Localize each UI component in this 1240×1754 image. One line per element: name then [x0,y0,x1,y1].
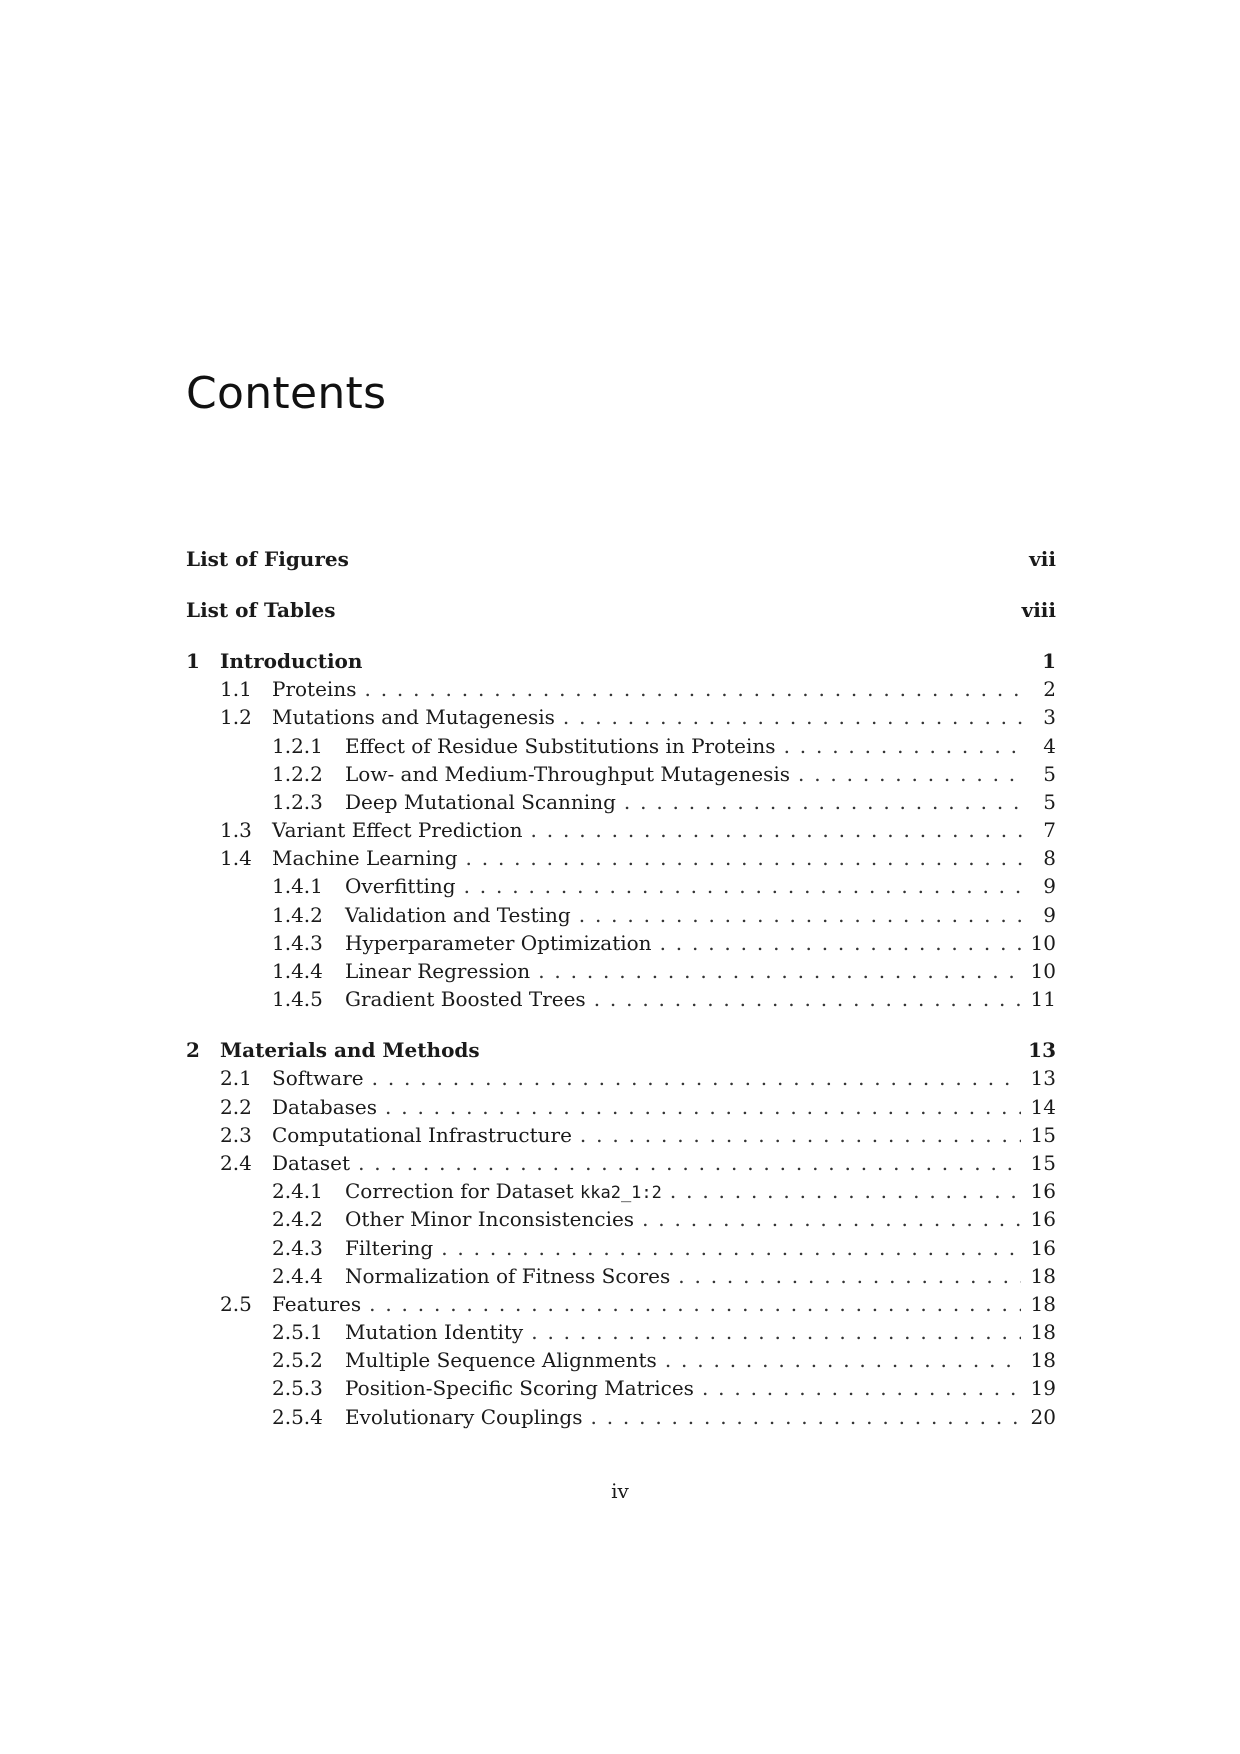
toc-entry-page: 10 [1030,959,1056,984]
toc-entry[interactable] [186,760,1056,788]
toc-entry-title-text: Filtering [345,1235,434,1260]
toc-entry-page: viii [1021,597,1056,622]
toc-entry-number: 1.4 [220,846,252,871]
toc-entry-title [272,1149,350,1177]
toc-entry-title-text: Gradient Boosted Trees [345,987,586,1012]
dot-leader [579,901,1022,929]
toc-entry-number: 2.3 [220,1122,252,1147]
toc-entry[interactable] [186,1290,1056,1318]
toc-entry-title-text: Evolutionary Couplings [345,1404,583,1429]
toc-entry-page: 10 [1030,930,1056,955]
toc-entry-page: vii [1029,547,1056,571]
toc-entry[interactable] [186,872,1056,900]
toc-entry[interactable] [186,596,1056,624]
page-number: iv [611,1479,629,1503]
dot-leader [538,957,1020,985]
toc-entry-number: 2.4.1 [272,1179,323,1204]
dot-leader [798,760,1022,788]
toc-entry-number: 2.4 [220,1150,252,1175]
toc-entry-number: 2.5.3 [272,1376,323,1401]
toc-entry-number: 1.2.1 [272,733,323,758]
toc-entry-title [345,985,586,1013]
table-of-contents [186,545,1056,1431]
toc-entry[interactable] [186,1234,1056,1262]
toc-entry[interactable] [186,1205,1056,1233]
toc-entry-page: 9 [1043,902,1056,927]
toc-entry-title [220,647,362,675]
toc-entry-title-text: Linear Regression [345,959,531,984]
toc-entry-title [345,760,790,788]
toc-entry-title-text: Machine Learning [272,846,458,871]
toc-entry-title-text: Normalization of Fitness Scores [345,1263,671,1288]
toc-entry-number: 2.1 [220,1066,252,1091]
toc-entry-title-text: Position-Specific Scoring Matrices [345,1376,694,1401]
toc-entry-title [345,1374,694,1402]
toc-entry-number: 1.4.4 [272,959,323,984]
toc-entry[interactable] [186,985,1056,1013]
toc-entry-title [272,675,356,703]
toc-entry[interactable] [186,1346,1056,1374]
toc-entry[interactable] [186,1318,1056,1346]
toc-entry-title [345,872,456,900]
toc-entry-title-text: Validation and Testing [345,902,571,927]
toc-entry-title-text: Introduction [220,648,363,673]
toc-entry-title-text: List of Tables [186,597,336,622]
toc-entry-page: 11 [1030,987,1056,1012]
dot-leader [364,675,1022,703]
toc-entry-page: 16 [1030,1179,1056,1204]
dot-leader [385,1093,1021,1121]
toc-entry-title [345,1403,582,1431]
toc-entry-number: 1.4.5 [272,987,323,1012]
toc-entry-title-text: Dataset [272,1150,351,1175]
toc-entry-title [272,1290,361,1318]
toc-entry-title [272,1093,377,1121]
toc-entry[interactable] [186,816,1056,844]
toc-entry[interactable] [186,703,1056,731]
dot-leader [372,1064,1021,1092]
toc-entry-title-text: Software [272,1066,364,1091]
toc-entry[interactable] [186,1036,1056,1064]
toc-entry-page: 13 [1030,1066,1056,1091]
toc-entry-number: 1.2 [220,705,252,730]
toc-entry-title-text: Deep Mutational Scanning [345,789,616,814]
toc-entry-number: 1.2.2 [272,761,323,786]
toc-entry-title [345,929,652,957]
dot-leader [590,1403,1020,1431]
toc-entry-title-text: Databases [272,1094,378,1119]
toc-entry-title-text: Mutation Identity [345,1320,524,1345]
toc-entry[interactable] [186,929,1056,957]
toc-entry[interactable] [186,788,1056,816]
dot-leader [531,816,1022,844]
toc-entry-number: 1.1 [220,677,252,702]
toc-entry-title [345,732,776,760]
toc-entry-number: 2 [186,1038,200,1063]
toc-entry[interactable] [186,1064,1056,1092]
toc-entry-page: 1 [1042,648,1056,673]
dot-leader [665,1346,1021,1374]
toc-entry-title-text: Materials and Methods [220,1038,480,1063]
dataset-code: kka2_1:2 [580,1183,662,1204]
toc-entry-number: 2.5.2 [272,1348,323,1373]
toc-entry-number: 1.4.1 [272,874,323,899]
toc-entry-number: 1.4.2 [272,902,323,927]
dot-leader [531,1318,1020,1346]
toc-entry-page: 7 [1043,818,1056,843]
toc-entry-title [272,703,555,731]
page-title: Contents [186,368,387,419]
toc-entry-title [345,788,616,816]
toc-entry-page: 16 [1030,1207,1056,1232]
dot-leader [441,1234,1020,1262]
toc-entry[interactable] [186,732,1056,760]
toc-entry-title [186,596,336,624]
toc-entry-title-text: Multiple Sequence Alignments [345,1348,657,1373]
toc-entry-title-text: Computational Infrastructure [272,1122,572,1147]
dot-leader [464,872,1022,900]
toc-entry-title-text: Features [272,1291,362,1316]
toc-entry-page: 16 [1030,1235,1056,1260]
toc-entry[interactable] [186,1403,1056,1431]
toc-entry-title [345,1318,523,1346]
toc-entry-title-text: Mutations and Mutagenesis [272,705,555,730]
toc-entry[interactable] [186,844,1056,872]
toc-entry-page: 14 [1030,1094,1056,1119]
toc-entry-number: 2.5.1 [272,1320,323,1345]
dot-leader [563,703,1022,731]
toc-entry-title [186,545,349,573]
toc-entry-number: 2.5 [220,1291,252,1316]
toc-entry-title-text: Effect of Residue Substitutions in Proteins [345,733,776,758]
toc-entry-title [345,957,530,985]
toc-entry-page: 18 [1030,1263,1056,1288]
dot-leader [784,732,1022,760]
dot-leader [670,1177,1021,1205]
toc-entry-title-text: Overfitting [345,874,456,899]
toc-entry[interactable] [186,957,1056,985]
toc-entry[interactable] [186,1121,1056,1149]
toc-entry-title-text: Hyperparameter Optimization [345,930,652,955]
toc-entry-page: 5 [1043,761,1056,786]
toc-entry-title-text: Correction for Dataset [345,1179,580,1204]
toc-entry-page: 20 [1030,1404,1056,1429]
toc-entry-page: 5 [1043,789,1056,814]
toc-entry-page: 18 [1030,1320,1056,1345]
toc-entry-title [345,901,571,929]
toc-entry-title [272,816,523,844]
toc-entry-number: 2.4.3 [272,1235,323,1260]
toc-entry-title-text: List of Figures [186,547,349,571]
toc-entry-number: 2.2 [220,1094,252,1119]
dot-leader [594,985,1021,1013]
dot-leader [358,1149,1020,1177]
toc-entry-page: 15 [1030,1122,1056,1147]
dot-leader [369,1290,1020,1318]
toc-entry-title-text: Variant Effect Prediction [272,818,523,843]
toc-entry-page: 13 [1028,1038,1056,1063]
toc-entry-number: 1.3 [220,818,252,843]
toc-entry[interactable] [186,1262,1056,1290]
toc-entry-title-text: Proteins [272,677,357,702]
toc-entry-page: 8 [1043,846,1056,871]
toc-entry[interactable] [186,901,1056,929]
dot-leader [624,788,1022,816]
toc-entry-number: 2.4.2 [272,1207,323,1232]
toc-entry-number: 2.4.4 [272,1263,323,1288]
toc-entry[interactable] [186,545,1056,573]
toc-entry-title [345,1234,433,1262]
toc-entry-page: 18 [1030,1348,1056,1373]
toc-entry-page: 18 [1030,1291,1056,1316]
toc-entry-title [345,1346,657,1374]
toc-entry[interactable] [186,1093,1056,1121]
toc-entry-title [345,1262,670,1290]
toc-entry-title [345,1177,662,1207]
toc-entry-page: 15 [1030,1150,1056,1175]
toc-entry-number: 1.4.3 [272,930,323,955]
toc-entry-title [272,844,458,872]
dot-leader [702,1374,1021,1402]
toc-entry-title-text: Other Minor Inconsistencies [345,1207,635,1232]
toc-entry-page: 19 [1030,1376,1056,1401]
toc-entry[interactable] [186,1374,1056,1402]
toc-entry-title [220,1036,480,1064]
toc-entry-page: 9 [1043,874,1056,899]
toc-entry-number: 1 [186,648,200,673]
toc-entry[interactable] [186,1149,1056,1177]
toc-entry-title [345,1205,634,1233]
toc-entry-title-text: Low- and Medium-Throughput Mutagenesis [345,761,790,786]
toc-entry-number: 1.2.3 [272,789,323,814]
toc-entry-title [272,1121,572,1149]
toc-entry-title [272,1064,364,1092]
dot-leader [678,1262,1020,1290]
dot-leader [642,1205,1020,1233]
toc-entry-page: 4 [1043,733,1056,758]
dot-leader [660,929,1021,957]
toc-entry-page: 3 [1043,705,1056,730]
toc-entry-number: 2.5.4 [272,1404,323,1429]
toc-entry[interactable] [186,675,1056,703]
dot-leader [466,844,1022,872]
toc-entry[interactable] [186,647,1056,675]
dot-leader [580,1121,1021,1149]
toc-entry[interactable] [186,1177,1056,1205]
toc-entry-page: 2 [1043,677,1056,702]
